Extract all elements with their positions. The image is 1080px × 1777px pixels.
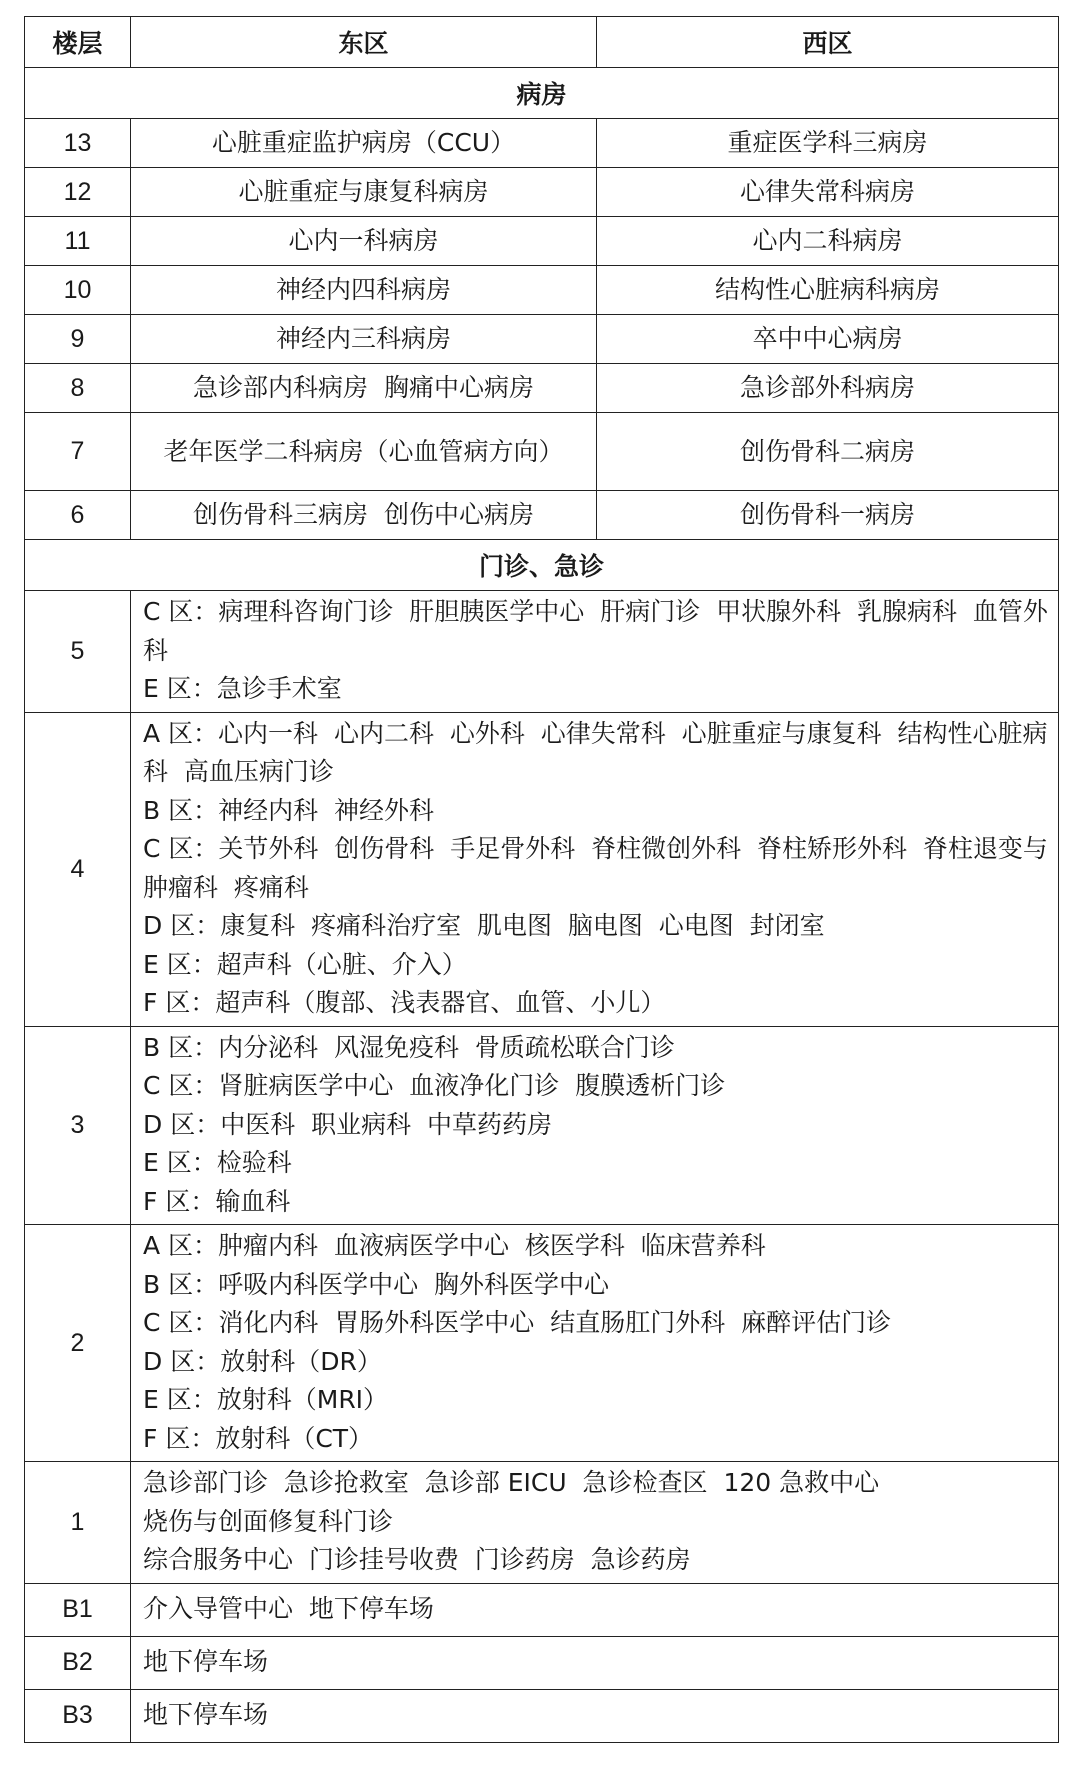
clinic-row: [25, 591, 1059, 713]
floor-number: 10: [25, 266, 131, 315]
section-clinics: 门诊、急诊: [25, 540, 1059, 591]
department-line: E 区：放射科（MRI）: [143, 1385, 389, 1414]
east-ward: 神经内三科病房: [131, 315, 597, 364]
department-list: [131, 1689, 1059, 1742]
department-list: [131, 591, 1059, 713]
east-ward: 神经内四科病房: [131, 266, 597, 315]
department-line: 地下停车场: [143, 1647, 269, 1676]
floor-number: 12: [25, 168, 131, 217]
clinic-row: [25, 1225, 1059, 1462]
section-wards: 病房: [25, 68, 1059, 119]
department-list: [131, 712, 1059, 1026]
department-line: E 区：超声科（心脏、介入）: [143, 949, 467, 979]
west-ward: 创伤骨科一病房: [597, 491, 1059, 540]
floor-number: 5: [25, 591, 131, 713]
department-list: [131, 1462, 1059, 1584]
east-ward: 心脏重症与康复科病房: [131, 168, 597, 217]
floor-number: 2: [25, 1225, 131, 1462]
department-line: C 区：消化内科 胃肠外科医学中心 结直肠肛门外科 麻醉评估门诊: [143, 1308, 892, 1337]
floor-number: 9: [25, 315, 131, 364]
department-line: D 区：康复科 疼痛科治疗室 肌电图 脑电图 心电图 封闭室: [143, 911, 825, 940]
east-ward: 心脏重症监护病房（CCU）: [131, 119, 597, 168]
department-line: B 区：内分泌科 风湿免疫科 骨质疏松联合门诊: [143, 1032, 675, 1062]
floor-number: 7: [25, 413, 131, 491]
floor-number: 8: [25, 364, 131, 413]
clinic-row: [25, 1636, 1059, 1689]
department-line: 地下停车场: [143, 1700, 269, 1729]
department-line: A 区：肿瘤内科 血液病医学中心 核医学科 临床营养科: [143, 1231, 766, 1260]
clinic-row: [25, 1583, 1059, 1636]
department-list: [131, 1583, 1059, 1636]
floor-number: 13: [25, 119, 131, 168]
floor-number: 11: [25, 217, 131, 266]
floor-directory-table: [24, 16, 1059, 1743]
floor-number: 1: [25, 1462, 131, 1584]
floor-number: B3: [25, 1689, 131, 1742]
department-list: [131, 1225, 1059, 1462]
ward-row: [25, 266, 1059, 315]
department-line: B 区：神经内科 神经外科: [143, 795, 434, 825]
east-ward: 创伤骨科三病房 创伤中心病房: [131, 491, 597, 540]
department-line: E 区：急诊手术室: [143, 674, 342, 703]
west-ward: 卒中中心病房: [597, 315, 1059, 364]
clinic-row: [25, 1689, 1059, 1742]
department-line: D 区：放射科（DR）: [143, 1346, 382, 1376]
floor-number: B2: [25, 1636, 131, 1689]
department-line: 烧伤与创面修复科门诊: [143, 1506, 394, 1536]
department-line: B 区：呼吸内科医学中心 胸外科医学中心: [143, 1269, 609, 1299]
ward-row: [25, 119, 1059, 168]
department-line: C 区：关节外科 创伤骨科 手足骨外科 脊柱微创外科 脊柱矫形外科 脊柱退变与肿瘤科 疼痛科: [143, 834, 1048, 902]
ward-row: [25, 168, 1059, 217]
department-line: D 区：中医科 职业病科 中草药药房: [143, 1109, 552, 1139]
department-list: [131, 1636, 1059, 1689]
header-row: [25, 17, 1059, 68]
clinic-row: [25, 1026, 1059, 1225]
east-ward: 老年医学二科病房（心血管病方向）: [131, 413, 597, 491]
ward-row: [25, 364, 1059, 413]
department-line: F 区：超声科（腹部、浅表器官、血管、小儿）: [143, 988, 666, 1017]
floor-number: 3: [25, 1026, 131, 1225]
west-ward: 创伤骨科二病房: [597, 413, 1059, 491]
header-east: 东区: [131, 17, 597, 68]
clinic-row: [25, 1462, 1059, 1584]
department-line: 介入导管中心 地下停车场: [143, 1594, 434, 1623]
department-list: [131, 1026, 1059, 1225]
floor-number: 6: [25, 491, 131, 540]
department-line: C 区：病理科咨询门诊 肝胆胰医学中心 肝病门诊 甲状腺外科 乳腺病科 血管外科: [143, 597, 1048, 665]
header-floor: 楼层: [25, 17, 131, 68]
header-west: 西区: [597, 17, 1059, 68]
clinic-row: [25, 712, 1059, 1026]
department-line: E 区：检验科: [143, 1148, 292, 1177]
west-ward: 心内二科病房: [597, 217, 1059, 266]
ward-row: [25, 315, 1059, 364]
department-line: A 区：心内一科 心内二科 心外科 心律失常科 心脏重症与康复科 结构性心脏病科 高血压病门诊: [143, 718, 1048, 786]
department-line: F 区：放射科（CT）: [143, 1423, 374, 1453]
west-ward: 心律失常科病房: [597, 168, 1059, 217]
ward-row: [25, 217, 1059, 266]
east-ward: 心内一科病房: [131, 217, 597, 266]
west-ward: 结构性心脏病科病房: [597, 266, 1059, 315]
department-line: 综合服务中心 门诊挂号收费 门诊药房 急诊药房: [143, 1545, 691, 1574]
department-line: C 区：肾脏病医学中心 血液净化门诊 腹膜透析门诊: [143, 1071, 726, 1100]
east-ward: 急诊部内科病房 胸痛中心病房: [131, 364, 597, 413]
west-ward: 重症医学科三病房: [597, 119, 1059, 168]
floor-number: 4: [25, 712, 131, 1026]
west-ward: 急诊部外科病房: [597, 364, 1059, 413]
department-line: F 区：输血科: [143, 1186, 291, 1216]
ward-row: [25, 491, 1059, 540]
ward-row: [25, 413, 1059, 491]
floor-number: B1: [25, 1583, 131, 1636]
department-line: 急诊部门诊 急诊抢救室 急诊部 EICU 急诊检查区 120 急救中心: [143, 1468, 880, 1497]
